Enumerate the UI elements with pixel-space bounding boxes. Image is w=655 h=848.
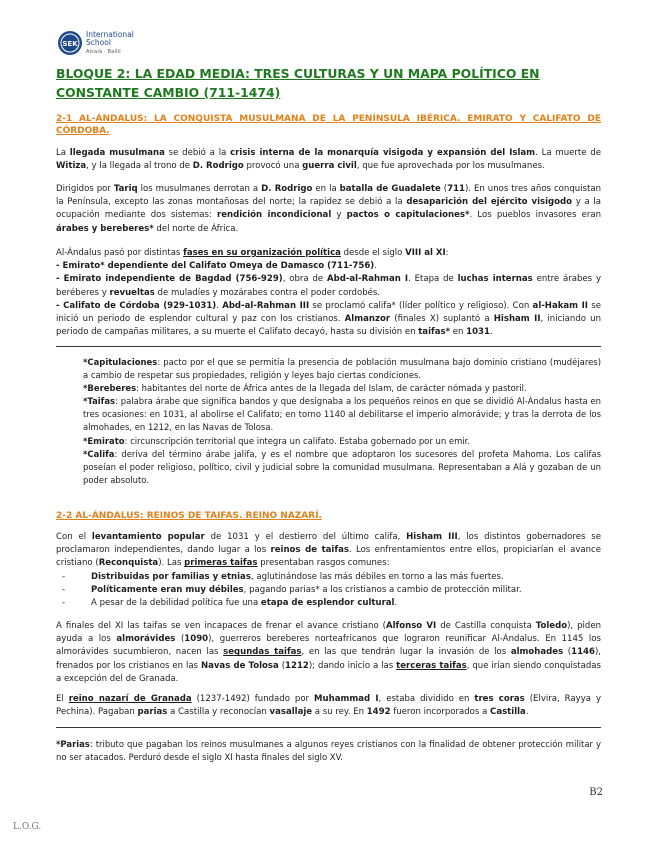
page-title: BLOQUE 2: LA EDAD MEDIA: TRES CULTURAS Y UN MAPA POLÍTICO EN CONSTANTE CAMBIO (711-1474): [56, 66, 540, 100]
list-item: - Políticamente eran muy débiles, pagando parias* a los cristianos a cambio de protección militar.: [62, 585, 522, 596]
separator-line: [56, 346, 601, 347]
school-logo: [57, 30, 137, 58]
note-califa: *Califa: deriva del término árabe jalifa, y es el nombre que adoptaron los sucesores del profeta Mahoma. Los califas poseían el poder religioso, político, civil y judicial sobre la comunidad musulmana. Representaban a Alá y gozaban de un poder absoluto.: [83, 448, 601, 485]
note-capitulaciones: *Capitulaciones: pacto por el que se permitía la presencia de población musulmana bajo dominio cristiano (mudéjares) a cambio de respetar sus propiedades, religión y leyes bajo ciertas condiciones.: [83, 357, 601, 381]
paragraph-llegada: La llegada musulmana se debió a la crisis interna de la monarquía visigoda y expansión del Islam. La muerte de Witiza, y la llegada al trono de D. Rodrigo provocó una guerra civil, que fue aprovechada por los musulmanes.: [56, 148, 601, 172]
separator-line: [56, 727, 601, 728]
note-emirato: *Emirato: circunscripción territorial que integra un califato. Estaba gobernado por un emir.: [83, 435, 471, 446]
paragraph-levantamiento: Con el levantamiento popular de 1031 y el destierro del último califa, Hisham III, los distintos gobernadores se proclamaron independientes, dando lugar a los reinos de taifas. Los enfrentamientos entre ellos, propiciarían el avance cristiano (Reconquista). Las primeras taifas presentaban rasgos comunes:: [56, 532, 601, 569]
fases-intro: Al-Ándalus pasó por distintas fases en su organización política desde el siglo VIII al XI:: [56, 248, 449, 258]
fase-califato: - Califato de Córdoba (929-1031). Abd-al-Rahman III se proclamó califa* (líder político y religioso). Con al-Hakam II se inició un periodo de esplendor cultural y paz con los cristianos. Almanzor (finales X) suplantó a Hisham II, iniciando un periodo de campañas militares, a su muerte el Califato decayó, hasta su división en taifas* en 1031.: [56, 300, 601, 338]
school-crest-icon: [57, 30, 83, 56]
section-heading-2-2: 2-2 AL-ÁNDALUS: REINOS DE TAIFAS. REINO NAZARÍ.: [56, 511, 322, 521]
list-item: - Distribuidas por familias y etnias, aglutinándose las más débiles en torno a las más fuertes.: [62, 572, 504, 582]
list-item: - A pesar de la debilidad política fue una etapa de esplendor cultural.: [62, 598, 398, 609]
svg-text:SEK: SEK: [62, 40, 78, 48]
paragraph-nazari: El reino nazarí de Granada (1237-1492) fundado por Muhammad I, estaba dividido en tres coras (Elvira, Rayya y Pechina). Pagaban parias a Castilla y reconocían vasallaje a su rey. En 1492 fueron incorporados a Castilla.: [56, 694, 602, 718]
note-parias: *Parias: tributo que pagaban los reinos musulmanes a algunos reyes cristianos con la finalidad de obtener protección militar y no ser atacados. Perduró desde el siglo XI hasta finales del siglo XV.: [56, 739, 601, 763]
fase-emirato-dependiente: - Emirato* dependiente del Califato Omeya de Damasco (711-756).: [56, 261, 377, 272]
logo-text: International School: [86, 30, 134, 47]
note-taifas: *Taifas: palabra árabe que significa bandos y que designaba a los pequeños reinos en que se dividió Al-Ándalus hasta en tres ocasiones: en 1031, al abolirse el Califato; en torno 1140 al debilitarse el imperio almorávide; y tras la derrota de los almohades, en 1212, en las Navas de Tolosa.: [83, 396, 601, 433]
glossary-notes: [83, 356, 601, 487]
paragraph-almoravides: A finales del XI las taifas se ven incapaces de frenar el avance cristiano (Alfonso VI de Castilla conquista Toledo), piden ayuda a los almorávides (1090), guerreros bereberes norteafricanos que lograron reunificar Al-Ándalus. En 1145 los almorávides sucumbieron, nacen las segundas taifas, en las que tendrán lugar la invasión de los almohades (1146), frenados por los cristianos en las Navas de Tolosa (1212); dando inicio a las terceras taifas, que irían siendo conquistadas a excepción del de Granada.: [56, 621, 602, 684]
author-initials: L.O.G.: [13, 822, 42, 832]
paragraph-fases: [56, 247, 601, 339]
logo-subtext: Alcalá · Ballil: [86, 49, 121, 55]
note-bereberes: *Bereberes: habitantes del norte de África antes de la llegada del Islam, de carácter nómada y pastoril.: [83, 383, 527, 394]
fase-emirato-independiente: - Emirato independiente de Bagdad (756-929), obra de Abd-al-Rahman I. Etapa de luchas internas entre árabes y beréberes y revueltas de muladíes y mozárabes contra el poder cordobés.: [56, 274, 602, 298]
section-heading-2-1: 2-1 AL-ÁNDALUS: LA CONQUISTA MUSULMANA DE LA PENÍNSULA IBÉRICA. EMIRATO Y CALIFATO DE CÓRDOBA.: [56, 114, 601, 136]
rasgos-list: [62, 571, 601, 611]
page-number: B2: [589, 787, 603, 798]
paragraph-conquista: Dirigidos por Tariq los musulmanes derrotan a D. Rodrigo en la batalla de Guadalete (711). En unos tres años conquistan la Península, excepto las zonas montañosas del norte; la rapidez se debió a la desaparición del ejército visigodo y a la ocupación mediante dos sistemas: rendición incondicional y pactos o capitulaciones*. Los pueblos invasores eran árabes y bereberes* del norte de África.: [56, 184, 601, 234]
